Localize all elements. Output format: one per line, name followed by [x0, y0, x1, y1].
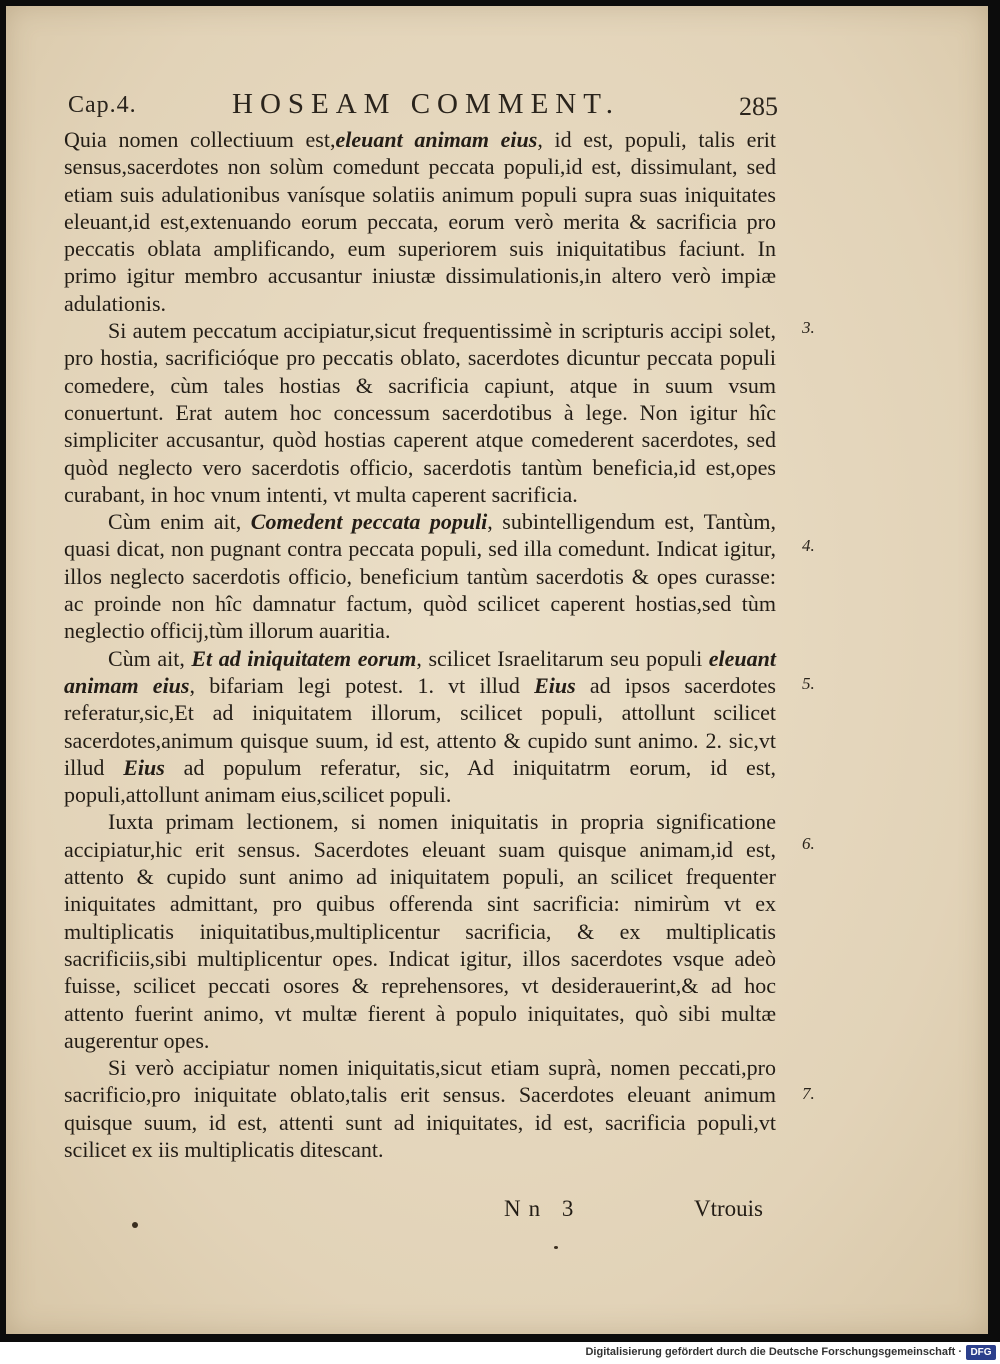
paragraph-text: ad ipsos sacerdotes referatur,sic,Et ad iniquitatem illorum, scilicet populi, attollunt scilicet sacerdotes,animum quisque suum, id est, attento & cupido sunt animo. 2. sic,vt illud	[64, 672, 776, 780]
paragraph-text: Cùm ait,	[108, 645, 192, 671]
paragraph	[64, 1054, 776, 1163]
signature-mark: Nn 3	[504, 1196, 582, 1221]
body-text	[64, 126, 776, 1163]
paragraph-text: Cùm enim ait,	[108, 509, 251, 535]
paragraph	[64, 126, 776, 317]
page-header	[62, 86, 778, 126]
paragraph	[64, 508, 776, 644]
margin-note: 3.	[802, 318, 815, 337]
ink-spot	[132, 1222, 138, 1228]
funding-credit: Digitalisierung gefördert durch die Deutsche Forschungsgemeinschaft ·	[585, 1346, 962, 1358]
paragraph-text: Iuxta primam lectionem, si nomen iniquitatis in propria significatione accipiatur,hic erit sensus. Sacerdotes eleuant suam quisque animam,id est, attento & cupido sunt animo ad iniquitatem populi, an scilicet frequenter iniquitates admittant, pro quibus offerenda sint sacrificia: nimirùm vt ex multiplicatis iniquitatibus,multiplicentur sacrificia, & ex multiplicatis sacrificiis,sibi multiplicentur opes. Indicat igitur, illos sacerdotes vsque adeò fuisse, scilicet peccati osores & reprehensores, vt desiderauerint,& ad hoc attento fuerint animo, vt multæ fierent à populo iniquitates, quò sibi multæ augerentur opes.	[64, 809, 776, 1053]
chapter-label: Cap.4.	[68, 92, 137, 118]
quoted-scripture: eleuant animam eius	[335, 127, 538, 152]
paragraph-text: Si verò accipiatur nomen iniquitatis,sicut etiam suprà, nomen peccati,pro sacrificio,pro iniquitate oblato,talis erit sensus. Sacerdotes eleuant animum quisque suum, id est, attenti sunt ad iniquitates, id est, sacrificia populi,vt scilicet ex iis multiplicatis ditescant.	[64, 1055, 776, 1162]
quoted-scripture: Eius	[123, 754, 165, 780]
paragraph-text: Quia nomen collectiuum est,	[64, 127, 336, 152]
margin-note: 4.	[802, 536, 815, 555]
margin-note: 7.	[802, 1084, 815, 1103]
ink-spot	[554, 1246, 558, 1249]
book-page	[6, 6, 988, 1334]
catchword: Vtrouis	[694, 1196, 763, 1221]
paragraph-text: , id est, populi, talis erit sensus,sacerdotes non solùm comedunt peccata populi,id est, dissimulant, sed etiam suis adulationibus vanísque solatiis animum populi supra suas iniquitates eleuant,id est,extenuando eorum peccata, eorum verò merita & sacrificia pro peccatis oblata amplificando, eum superiorem suis iniquitatibus faciunt. In primo igitur membro accusantur iniustæ dissimulationis,in altero verò impiæ adulationis.	[64, 127, 776, 316]
margin-note: 6.	[802, 834, 815, 853]
margin-note: 5.	[802, 674, 815, 693]
running-title: HOSEAM COMMENT.	[232, 88, 621, 120]
paragraph-text: ad populum referatur, sic, Ad iniquitatrm eorum, id est, populi,attollunt animam eius,scilicet populi.	[64, 754, 776, 808]
paragraph-text: Si autem peccatum accipiatur,sicut frequentissimè in scripturis accipi solet, pro hostia, sacrificióque pro peccatis oblato, sacerdotes dicuntur peccata populi comedere, cùm tales hostias & sacrificia capiunt, atque in suum vsum conuertunt. Erat autem hoc concessum sacerdotibus à lege. Non igitur hîc simpliciter accusantur, quòd hostias caperent atque comederent sacerdotes, sed quòd neglecto vero sacerdotis officio, sacerdotis tantùm beneficia,id est,opes curabant, in hoc vnum intenti, vt multa caperent sacrificia.	[64, 318, 776, 507]
paragraph-text: , scilicet Israelitarum seu populi	[416, 645, 709, 671]
paragraph	[64, 808, 776, 1054]
page-number: 285	[739, 92, 778, 121]
paragraph	[64, 645, 776, 809]
quoted-scripture: Et ad iniquitatem eorum	[191, 645, 417, 671]
paragraph-text: , subintelligendum est, Tantùm, quasi dicat, non pugnant contra peccata populi, sed illa comedunt. Indicat igitur, illos neglecto sacerdotis officio, beneficium tantùm sacerdotis & opes curasse: ac proinde non hîc damnatur factum, quòd scilicet caperent hostias,sed tùm neglectio officij,tùm illorum auaritia.	[64, 509, 776, 644]
dfg-logo: DFG	[966, 1345, 996, 1360]
quoted-scripture: eleuant animam eius	[64, 645, 776, 698]
quoted-scripture: Eius	[534, 672, 576, 698]
quoted-scripture: Comedent peccata populi	[250, 509, 488, 535]
digitization-footer	[0, 1342, 1000, 1364]
paragraph	[64, 317, 776, 508]
paragraph-text: , bifariam legi potest. 1. vt illud	[189, 672, 535, 698]
